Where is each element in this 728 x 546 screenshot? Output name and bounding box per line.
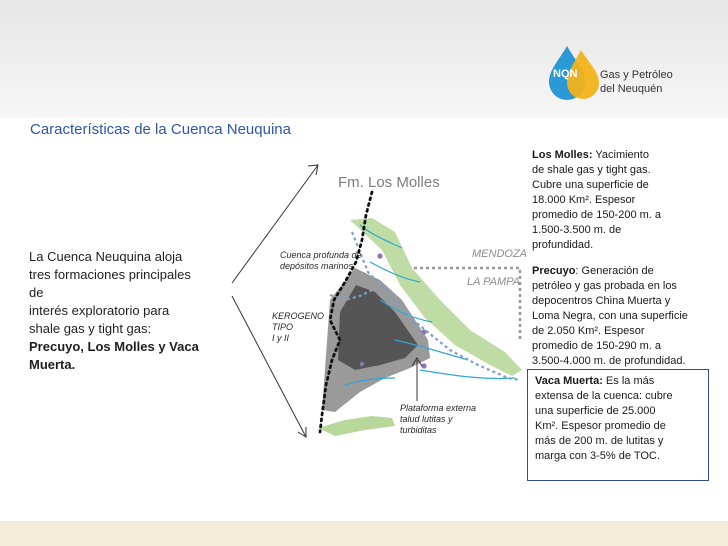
label-line: turbiditas (400, 425, 437, 435)
text-line: marga con 3-5% de TOC. (535, 450, 660, 462)
text-line: : Generación de (575, 265, 654, 277)
text-line: petróleo y gas probada en los (532, 280, 677, 292)
label-line: Plataforma externa (400, 403, 477, 413)
text-line: una superficie de 25.000 (535, 405, 656, 417)
location-dot (360, 362, 364, 366)
label-mendoza: MENDOZA (472, 248, 527, 260)
location-dot (377, 253, 382, 258)
text-line: 3.500-4.000 m. de profundidad. (532, 355, 686, 367)
los-molles-block (532, 148, 661, 253)
text-line: depocentros China Muerta y (532, 295, 671, 307)
logo-badge: NQN (553, 68, 578, 80)
green-border-south (318, 416, 395, 436)
text-line: de shale gas y tight gas. (532, 164, 651, 176)
text-line: de 2.050 Km². Espesor (532, 325, 645, 337)
label-line: talud lutitas y (400, 414, 453, 424)
label-line: Cuenca profunda de (280, 250, 362, 260)
text-line: Es la más (602, 375, 655, 387)
bracket-arrows (232, 165, 318, 437)
text-line: Km². Espesor promedio de (535, 420, 666, 432)
intro-emphasis: Precuyo, Los Molles y Vaca Muerta. (29, 339, 199, 372)
text-line: promedio de 150-200 m. a (532, 209, 662, 221)
text-line: Yacimiento (592, 149, 649, 161)
label-cuenca-profunda (280, 250, 362, 272)
label-line: depósitos marinos (280, 261, 354, 271)
vaca-muerta-block (535, 374, 673, 464)
intro-line: tres formaciones principales (29, 267, 191, 282)
formation-title: Fm. Los Molles (338, 174, 440, 191)
location-dot (421, 363, 426, 368)
intro-line: de (29, 285, 44, 300)
text-line: Cubre una superficie de (532, 179, 649, 191)
intro-line: shale gas y tight gas: (29, 321, 152, 336)
text-line: más de 200 m. de lutitas y (535, 435, 664, 447)
footer-band (0, 521, 728, 546)
logo-line-1: Gas y Petróleo (600, 69, 673, 81)
label-line: TIPO (272, 322, 294, 332)
precuyo-block (532, 264, 688, 369)
intro-line: La Cuenca Neuquina aloja (29, 249, 183, 264)
label-kerogeno (272, 311, 324, 344)
precuyo-heading: Precuyo (532, 265, 576, 277)
text-line: 18.000 Km². Espesor (532, 194, 636, 206)
text-line: profundidad. (532, 239, 594, 251)
logo-line-2: del Neuquén (600, 83, 663, 95)
label-line: I y II (272, 333, 290, 343)
page-title: Características de la Cuenca Neuquina (30, 121, 291, 138)
text-line: 1.500-3.500 m. de (532, 224, 622, 236)
label-line: KEROGENO (272, 311, 325, 321)
los-molles-heading: Los Molles: (532, 149, 593, 161)
text-line: extensa de la cuenca: cubre (535, 390, 673, 402)
text-line: Loma Negra, con una superficie (532, 310, 688, 322)
label-plataforma (400, 403, 476, 436)
text-line: promedio de 150-290 m. a (532, 340, 662, 352)
location-dot (421, 329, 426, 334)
vaca-muerta-heading: Vaca Muerta: (535, 375, 603, 387)
intro-line: interés exploratorio para (29, 303, 170, 318)
label-la-pampa: LA PAMPA (467, 276, 520, 288)
